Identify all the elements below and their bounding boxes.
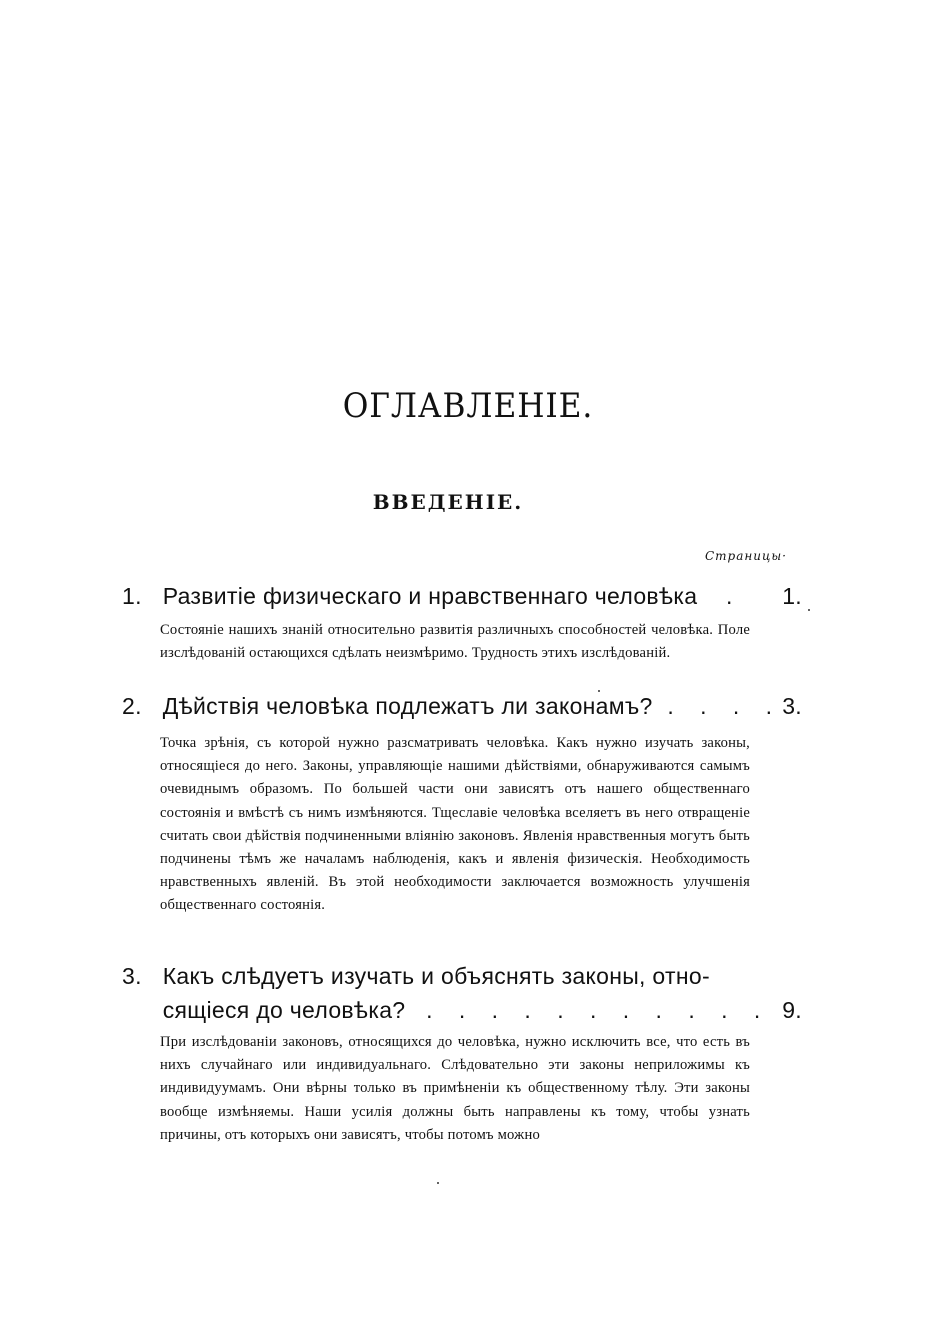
entry-page-number: 1. [782,583,802,609]
leader-dots: . . . . . . . . . . . [426,997,771,1023]
entry-title: Какъ слѣдуетъ изучать и объяснять законы, отно- [162,963,710,989]
entry-description [160,619,750,665]
entry-description [160,1031,750,1147]
pages-column-label: Страницы· [705,549,787,563]
toc-entry-3 [122,959,802,993]
entry-page-number: 9. [782,997,802,1023]
entry-description [160,732,750,918]
entry-number: 1. [122,583,142,609]
toc-entry-3-cont [122,993,802,1027]
entry-number: 3. [122,963,142,989]
entry-description-text: Точка зрѣнія, съ которой нужно разсматривать человѣка. Какъ нужно изучать законы, относящіеся до него. Законы, управляющіе нашими дѣйствіями, обнаруживаются самымъ очевиднымъ образомъ. По большей части они зависятъ отъ нашего общественнаго состоянія и вмѣстѣ съ нимъ измѣняются. Тщеславіе человѣка вселяетъ въ него отвращеніе считать свои дѣйствія подчиненными вліянію законовъ. Явленія нравственныя могутъ быть подчинены тѣмъ же началамъ наблюденія, какъ и явленія физическія. Необходимость нравственныхъ явленій. Въ этой необходимости заключается возможность улучшенія общественнаго состоянія. [160,735,750,914]
toc-entry-1 [122,579,802,613]
page-title: ОГЛАВЛЕНІЕ. [342,386,594,426]
entry-title-continuation: сящіеся до человѣка? [162,997,406,1023]
leader-dots: . [726,583,743,609]
entry-description-text: Состояніе нашихъ знаній относительно развитія различныхъ способностей человѣка. Поле изслѣдованій остающихся сдѣлать неизмѣримо. Трудность этихъ изслѣдованій. [160,622,750,662]
entry-title: Развитіе физическаго и нравственнаго человѣка [162,583,698,609]
leader-dots: . . . . [667,693,783,719]
toc-entry-2 [122,689,802,723]
section-title: ВВЕДЕНІЕ. [372,490,524,514]
entry-title: Дѣйствія человѣка подлежатъ ли законамъ? [162,693,653,719]
entry-description-text: При изслѣдованіи законовъ, относящихся до человѣка, нужно исключить все, что есть въ нихъ случайнаго или индивидуальнаго. Слѣдовательно эти законы неприложимы къ индивидуумамъ. Они вѣрны только въ примѣненіи къ общественному тѣлу. Эти законы вообще измѣняемы. Наши усилія должны быть направлены къ тому, чтобы узнать причины, отъ которыхъ они зависятъ, чтобы потомъ можно [160,1034,750,1143]
scan-speck [437,1182,439,1184]
entry-number: 2. [122,693,142,719]
entry-page-number: 3. [782,693,802,719]
scan-speck [598,690,600,692]
scan-speck [808,609,810,611]
